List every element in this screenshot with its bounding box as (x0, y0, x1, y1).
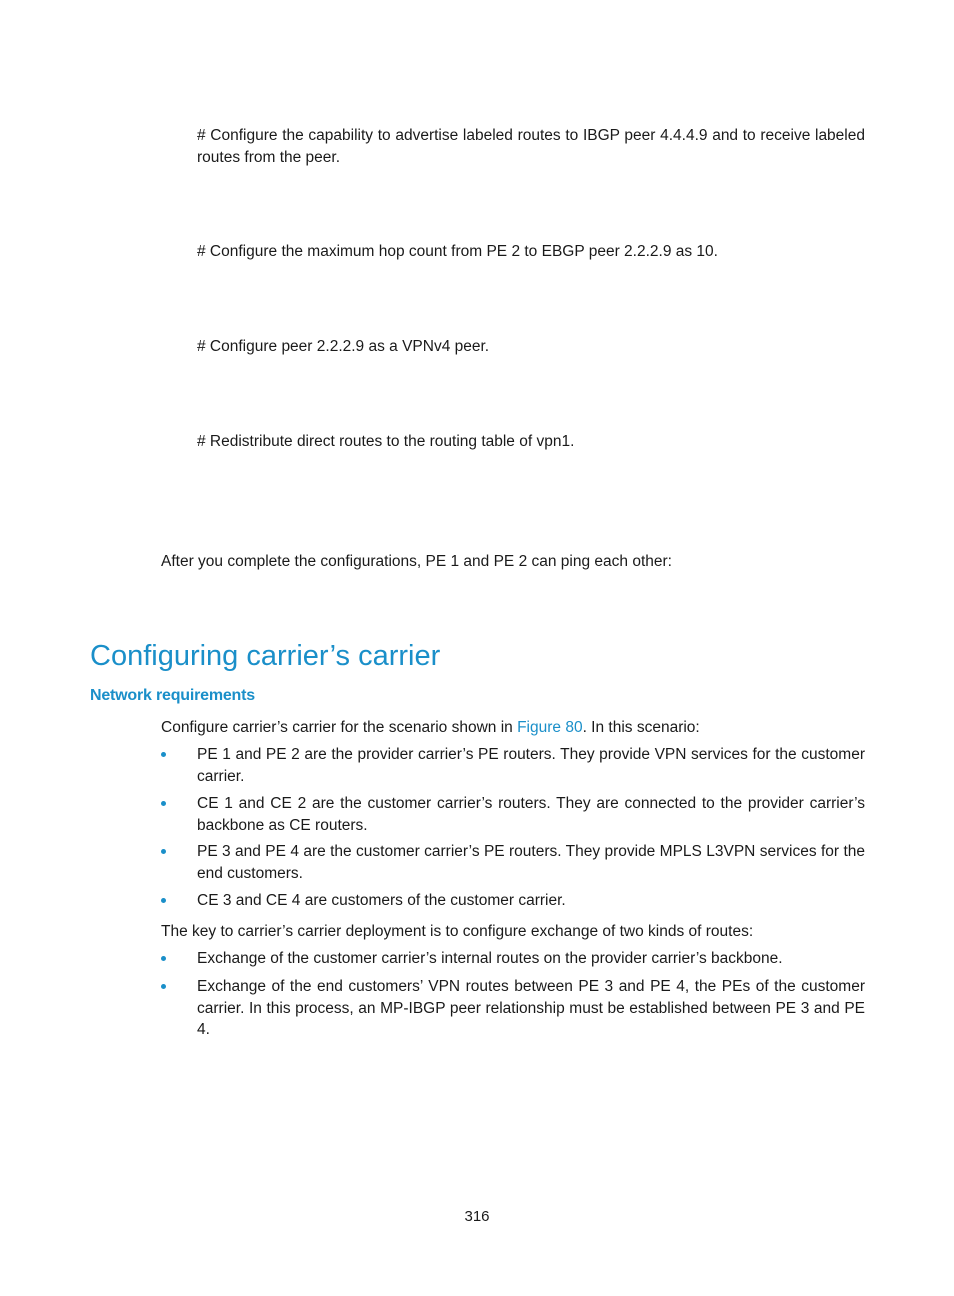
intro-before: Configure carrier’s carrier for the scenario shown in (161, 719, 518, 736)
bullet-icon (161, 956, 166, 961)
command-note-redistribute: # Redistribute direct routes to the routing table of vpn1. (197, 433, 575, 450)
section-title: Configuring carrier’s carrier (90, 640, 441, 672)
list-item-text: PE 1 and PE 2 are the provider carrier’s PE routers. They provide VPN services for the customer carrier. (197, 746, 865, 785)
list-item-text: CE 3 and CE 4 are customers of the customer carrier. (197, 892, 566, 909)
command-note-vpnv4-peer: # Configure peer 2.2.2.9 as a VPNv4 peer. (197, 338, 490, 355)
bullet-icon (161, 898, 166, 903)
list-item-text: Exchange of the end customers’ VPN routes between PE 3 and PE 4, the PEs of the customer carrier. In this process, an MP-IBGP peer relationship must be established between PE 3 and PE 4. (197, 978, 865, 1038)
bullet-icon (161, 801, 166, 806)
list-item-text: Exchange of the customer carrier’s internal routes on the provider carrier’s backbone. (197, 950, 783, 967)
after-config-text: After you complete the configurations, PE 1 and PE 2 can ping each other: (161, 553, 672, 570)
list-item-text: PE 3 and PE 4 are the customer carrier’s PE routers. They provide MPLS L3VPN services for the end customers. (197, 843, 865, 882)
subsection-title: Network requirements (90, 687, 255, 704)
key-paragraph: The key to carrier’s carrier deployment is to configure exchange of two kinds of routes: (161, 923, 754, 940)
figure-link[interactable]: Figure 80 (517, 719, 583, 736)
bullet-icon (161, 752, 166, 757)
list-item-text: CE 1 and CE 2 are the customer carrier’s routers. They are connected to the provider carrier’s backbone as CE routers. (197, 795, 865, 834)
page-number: 316 (464, 1208, 490, 1225)
intro-paragraph (161, 717, 865, 739)
command-note-max-hop: # Configure the maximum hop count from PE 2 to EBGP peer 2.2.2.9 as 10. (197, 243, 718, 260)
intro-after: . In this scenario: (582, 719, 700, 736)
command-note-labeled-routes: # Configure the capability to advertise labeled routes to IBGP peer 4.4.4.9 and to receive labeled routes from the peer. (197, 127, 865, 166)
bullet-icon (161, 849, 166, 854)
bullet-icon (161, 984, 166, 989)
